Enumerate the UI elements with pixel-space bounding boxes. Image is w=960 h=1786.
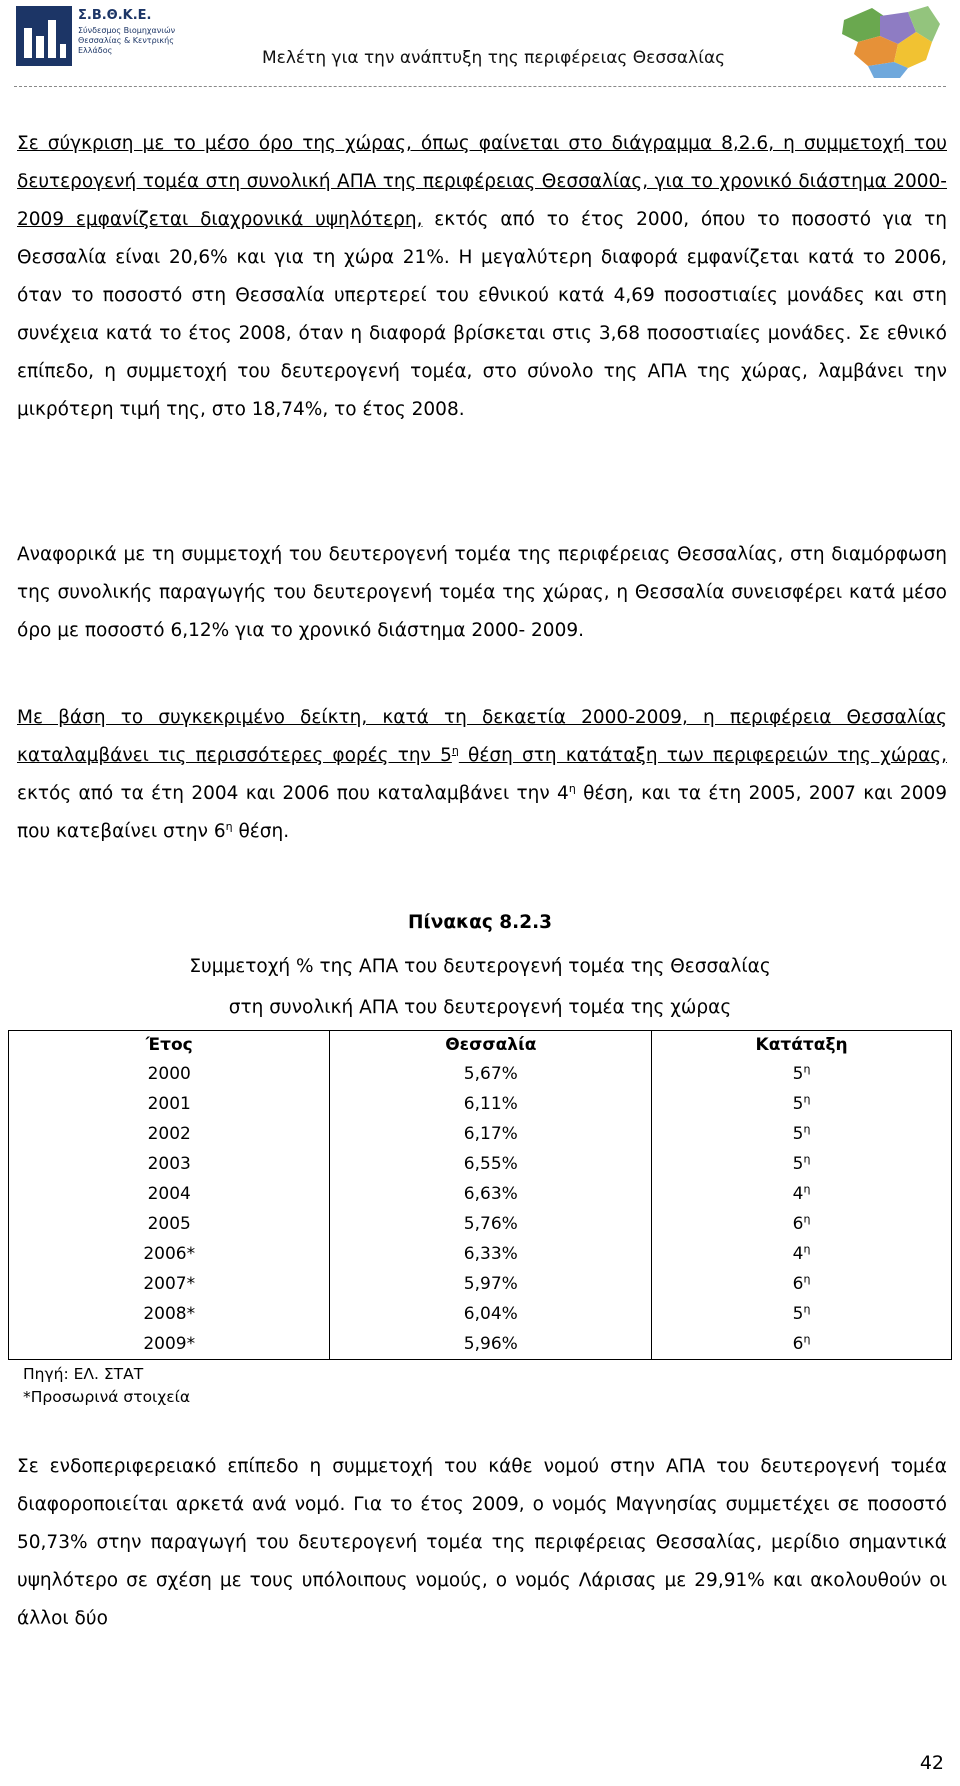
table-header-row (9, 1031, 952, 1060)
cell-year: 2003 (9, 1149, 330, 1179)
cell-rank: $5^\eta$ (652, 1149, 952, 1179)
table-caption-line-2: στη συνολική ΑΠΑ του δευτερογενή τομέα της χώρας (228, 997, 732, 1018)
document-header-title: Μελέτη για την ανάπτυξη της περιφέρειας Θεσσαλίας (262, 48, 726, 68)
header-rank: Κατάταξη (652, 1031, 952, 1060)
paragraph-ranking (17, 699, 947, 851)
organization-logo (16, 6, 186, 66)
header-thessaly: Θεσσαλία (330, 1031, 652, 1060)
cell-value: 5,96% (330, 1329, 652, 1360)
table-label: Πίνακας 8.2.3 (408, 912, 552, 933)
cell-year: 2008* (9, 1299, 330, 1329)
ranking-underlined-2: θέση στη κατάταξη των περιφερειών της χώρας, (458, 745, 947, 766)
table-footnote: *Προσωρινά στοιχεία (23, 1388, 191, 1406)
table-row (9, 1209, 952, 1239)
factory-icon (16, 6, 72, 66)
cell-year: 2009* (9, 1329, 330, 1360)
table-row (9, 1149, 952, 1179)
header-divider (14, 86, 946, 87)
cell-rank: $4^\eta$ (652, 1239, 952, 1269)
paragraph-comparison-underlined: Σε σύγκριση με το μέσο όρο της χώρας, όπως φαίνεται στο διάγραμμα 8,2.6, η συμμετοχή του δευτερογενή τομέα στη συνολική ΑΠΑ της περιφέρειας Θεσσαλίας, για το χρονικό διάστημα 2000-2009 εμφανίζεται διαχρονικά υψηλότερη, (17, 133, 947, 230)
cell-rank: $5^\eta$ (652, 1059, 952, 1089)
ranking-text-3: θέση. (232, 821, 290, 842)
cell-rank: $5^\eta$ (652, 1299, 952, 1329)
ranking-underlined-1: Με βάση το συγκεκριμένο δείκτη, κατά τη δεκαετία 2000-2009, η περιφέρεια Θεσσαλίας καταλαμβάνει τις περισσότερες φορές την 5 (17, 707, 947, 766)
table-row (9, 1269, 952, 1299)
cell-rank: $5^\eta$ (652, 1119, 952, 1149)
page-number: 42 (919, 1752, 944, 1774)
paragraph-comparison (17, 125, 947, 429)
table-row (9, 1179, 952, 1209)
table-row (9, 1089, 952, 1119)
cell-value: 6,17% (330, 1119, 652, 1149)
table-caption-line-1: Συμμετοχή % της ΑΠΑ του δευτερογενή τομέα της Θεσσαλίας (189, 956, 771, 977)
ranking-sup-2: η (568, 781, 576, 795)
cell-rank: $4^\eta$ (652, 1179, 952, 1209)
table-row (9, 1239, 952, 1269)
paragraph-contribution: Αναφορικά με τη συμμετοχή του δευτερογενή τομέα της περιφέρειας Θεσσαλίας, στη διαμόρφωση της συνολικής παραγωγής του δευτερογενή τομέα της χώρας, η Θεσσαλία συνεισφέρει κατά μέσο όρο με ποσοστό 6,12% για το χρονικό διάστημα 2000- 2009. (17, 544, 947, 641)
logo-name: Σ.Β.Θ.Κ.Ε. (78, 8, 152, 23)
ranking-text-2: θέση, και τα έτη 2005, 2007 και 2009 που κατεβαίνει στην 6 (17, 783, 947, 842)
logo-subtitle: Σύνδεσμος Βιομηχανιών Θεσσαλίας & Κεντρικής Ελλάδος (78, 26, 176, 55)
table-source: Πηγή: ΕΛ. ΣΤΑΤ (23, 1365, 144, 1383)
ranking-sup-3: η (225, 819, 233, 833)
cell-year: 2005 (9, 1209, 330, 1239)
table-row (9, 1299, 952, 1329)
table-row (9, 1119, 952, 1149)
cell-year: 2006* (9, 1239, 330, 1269)
table-row (9, 1329, 952, 1360)
cell-value: 5,97% (330, 1269, 652, 1299)
paragraph-intraregional: Σε ενδοπεριφερειακό επίπεδο η συμμετοχή του κάθε νομού στην ΑΠΑ του δευτερογενή τομέα διαφοροποιείται αρκετά ανά νομό. Για το έτος 2009, ο νομός Μαγνησίας συμμετέχει σε ποσοστό 50,73% στην παραγωγή του δευτερογενή τομέα της περιφέρειας Θεσσαλίας, μερίδιο σημαντικά υψηλότερο σε σχέση με τους υπόλοιπους νομούς, ο νομός Λάρισας με 29,91% και ακολουθούν οι άλλοι δύο (17, 1456, 947, 1629)
ranking-text-1: εκτός από τα έτη 2004 και 2006 που καταλαμβάνει την 4 (17, 783, 569, 804)
cell-year: 2004 (9, 1179, 330, 1209)
cell-year: 2000 (9, 1059, 330, 1089)
thessaly-region-map-icon (824, 2, 946, 80)
cell-rank: $6^\eta$ (652, 1269, 952, 1299)
paragraph-comparison-rest: εκτός από το έτος 2000, όπου το ποσοστό για τη Θεσσαλία είναι 20,6% και για τη χώρα 21%. Η μεγαλύτερη διαφορά εμφανίζεται κατά το 2006, όταν το ποσοστό στη Θεσσαλία υπερτερεί του εθνικού κατά 4,69 ποσοστιαίες μονάδες και στη συνέχεια κατά το έτος 2008, όταν η διαφορά βρίσκεται στις 3,68 ποσοστιαίες μονάδες. Σε εθνικό επίπεδο, η συμμετοχή του δευτερογενή τομέα, στο σύνολο της ΑΠΑ της χώρας, λαμβάνει την μικρότερη τιμή της, στο 18,74%, το έτος 2008. (17, 209, 947, 420)
cell-year: 2001 (9, 1089, 330, 1119)
cell-value: 6,33% (330, 1239, 652, 1269)
participation-table (8, 1030, 952, 1360)
cell-rank: $6^\eta$ (652, 1329, 952, 1360)
cell-rank: $5^\eta$ (652, 1089, 952, 1119)
cell-value: 5,76% (330, 1209, 652, 1239)
cell-value: 6,11% (330, 1089, 652, 1119)
cell-value: 6,63% (330, 1179, 652, 1209)
table-row (9, 1059, 952, 1089)
cell-value: 6,55% (330, 1149, 652, 1179)
cell-year: 2007* (9, 1269, 330, 1299)
cell-year: 2002 (9, 1119, 330, 1149)
ranking-sup-1: η (451, 743, 459, 757)
cell-value: 6,04% (330, 1299, 652, 1329)
cell-value: 5,67% (330, 1059, 652, 1089)
cell-rank: $6^\eta$ (652, 1209, 952, 1239)
header-year: Έτος (9, 1031, 330, 1060)
